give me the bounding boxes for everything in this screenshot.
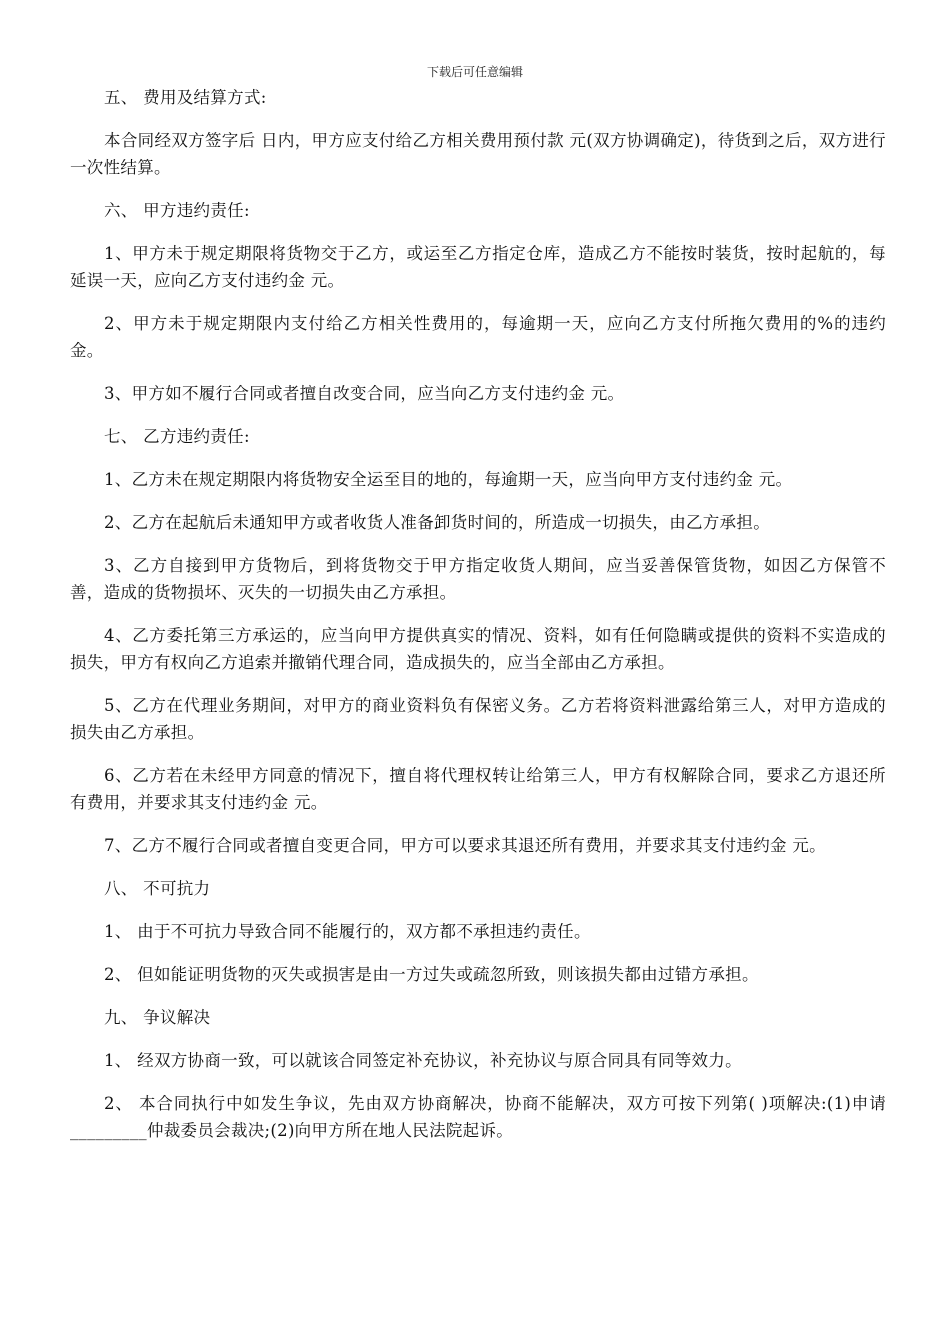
section-heading-dispute: 九、 争议解决 xyxy=(104,1008,211,1027)
clause-fm-2: 2、 但如能证明货物的灭失或损害是由一方过失或疏忽所致，则该损失都由过错方承担。 xyxy=(104,965,759,984)
clause-b-3: 3、乙方自接到甲方货物后，到将货物交于甲方指定收货人期间，应当妥善保管货物，如因乙方保管不善，造成的货物损坏、灭失的一切损失由乙方承担。 xyxy=(70,556,886,602)
clause-a-1: 1、甲方未于规定期限将货物交于乙方，或运至乙方指定仓库，造成乙方不能按时装货，按时起航的，每延误一天，应向乙方支付违约金 元。 xyxy=(70,244,886,290)
section-heading-party-b-breach: 七、 乙方违约责任: xyxy=(104,427,250,446)
section-heading-force-majeure: 八、 不可抗力 xyxy=(104,879,211,898)
paragraph-fees: 本合同经双方签字后 日内，甲方应支付给乙方相关费用预付款 元(双方协调确定)，待货到之后，双方进行一次性结算。 xyxy=(70,131,886,177)
clause-b-5: 5、乙方在代理业务期间，对甲方的商业资料负有保密义务。乙方若将资料泄露给第三人，对甲方造成的损失由乙方承担。 xyxy=(70,696,886,742)
clause-dispute-2: 2、 本合同执行中如发生争议，先由双方协商解决，协商不能解决，双方可按下列第( )项解决:(1)申请_________仲裁委员会裁决;(2)向甲方所在地人民法院起诉。 xyxy=(70,1094,886,1140)
clause-a-3: 3、甲方如不履行合同或者擅自改变合同，应当向乙方支付违约金 元。 xyxy=(104,384,625,403)
header-note: 下载后可任意编辑 xyxy=(426,65,523,79)
document-body xyxy=(70,84,886,1144)
clause-b-1: 1、乙方未在规定期限内将货物安全运至目的地的，每逾期一天，应当向甲方支付违约金 元。 xyxy=(104,470,793,489)
clause-b-4: 4、乙方委托第三方承运的，应当向甲方提供真实的情况、资料，如有任何隐瞒或提供的资料不实造成的损失，甲方有权向乙方追索并撤销代理合同，造成损失的，应当全部由乙方承担。 xyxy=(70,626,886,672)
section-heading-party-a-breach: 六、 甲方违约责任: xyxy=(104,201,250,220)
clause-b-7: 7、乙方不履行合同或者擅自变更合同，甲方可以要求其退还所有费用，并要求其支付违约金 元。 xyxy=(104,836,826,855)
clause-dispute-1: 1、 经双方协商一致，可以就该合同签定补充协议，补充协议与原合同具有同等效力。 xyxy=(104,1051,742,1070)
clause-b-2: 2、乙方在起航后未通知甲方或者收货人准备卸货时间的，所造成一切损失，由乙方承担。 xyxy=(104,513,770,532)
section-heading-fees: 五、 费用及结算方式: xyxy=(104,88,267,107)
clause-a-2: 2、甲方未于规定期限内支付给乙方相关性费用的，每逾期一天，应向乙方支付所拖欠费用的%的违约金。 xyxy=(70,314,886,360)
clause-fm-1: 1、 由于不可抗力导致合同不能履行的，双方都不承担违约责任。 xyxy=(104,922,591,941)
clause-b-6: 6、乙方若在未经甲方同意的情况下，擅自将代理权转让给第三人，甲方有权解除合同，要求乙方退还所有费用，并要求其支付违约金 元。 xyxy=(70,766,886,812)
